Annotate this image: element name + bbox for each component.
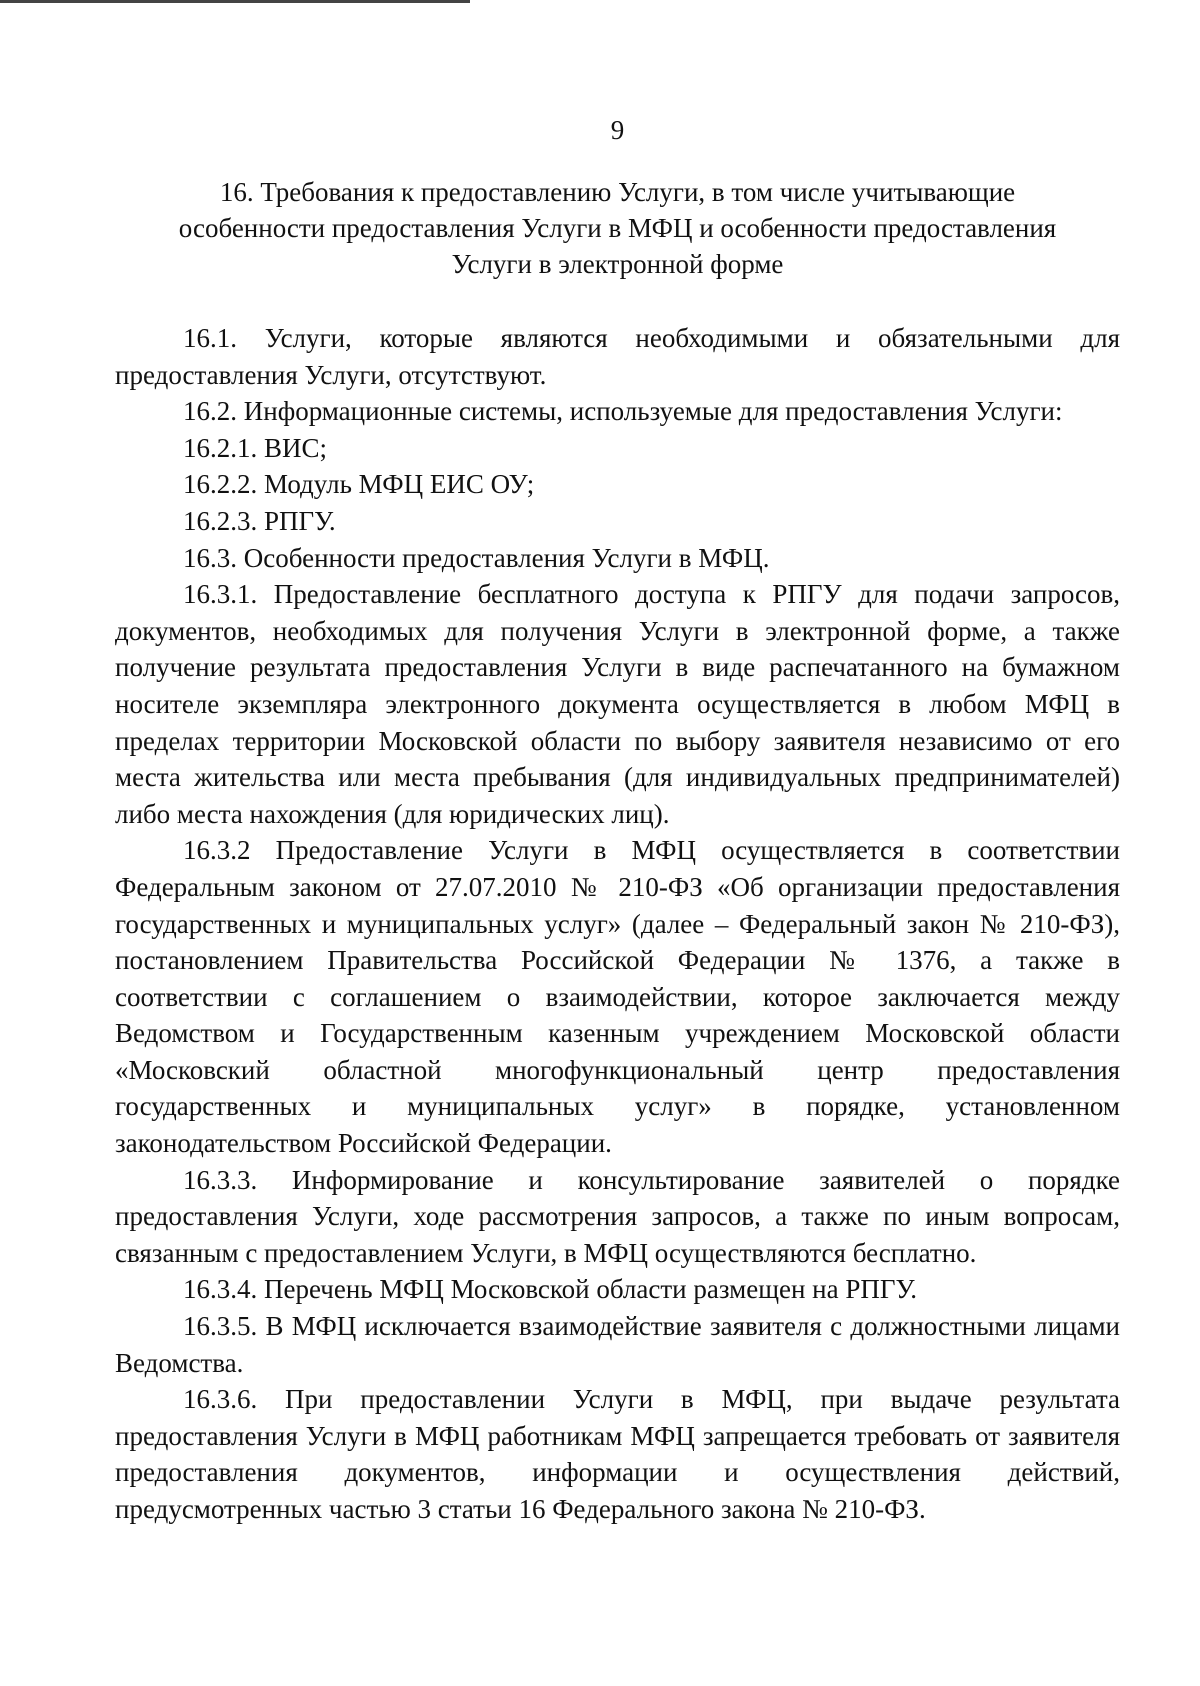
paragraph-16-2-2: 16.2.2. Модуль МФЦ ЕИС ОУ; xyxy=(183,469,535,500)
page-number: 9 xyxy=(610,115,625,145)
heading-line-3: Услуги в электронной форме xyxy=(451,249,784,279)
paragraph-16-2: 16.2. Информационные системы, используемые для предоставления Услуги: xyxy=(183,396,1063,427)
paragraph-16-3-1: 16.3.1. Предоставление бесплатного доступа к РПГУ для подачи запросов, документов, необходимых для получения Услуги в электронной форме, а также получение результата предоставления Услуги в виде распечатанного на бумажном носителе экземпляра электронного документа осуществляется в любом МФЦ в пределах территории Московской области по выбору заявителя независимо от его места жительства или места пребывания (для индивидуальных предпринимателей) либо места нахождения (для юридических лиц). xyxy=(115,579,1120,829)
paragraph-16-3: 16.3. Особенности предоставления Услуги в МФЦ. xyxy=(183,542,770,573)
paragraph-16-3-5: 16.3.5. В МФЦ исключается взаимодействие заявителя с должностными лицами Ведомства. xyxy=(115,1311,1120,1378)
document-page xyxy=(115,112,1120,1528)
paragraph-16-3-6: 16.3.6. При предоставлении Услуги в МФЦ, при выдаче результата предоставления Услуги в МФЦ работникам МФЦ запрещается требовать от заявителя предоставления документов, информации и осуществления действий, предусмотренных частью 3 статьи 16 Федерального закона № 210-ФЗ. xyxy=(115,1384,1120,1524)
paragraph-16-2-3: 16.2.3. РПГУ. xyxy=(183,505,336,536)
heading-line-1: 16. Требования к предоставлению Услуги, в том числе учитывающие xyxy=(219,177,1016,207)
paragraph-16-1: 16.1. Услуги, которые являются необходимыми и обязательными для предоставления Услуги, отсутствуют. xyxy=(115,323,1120,390)
heading-line-2: особенности предоставления Услуги в МФЦ и особенности предоставления xyxy=(178,213,1057,243)
paragraph-16-3-4: 16.3.4. Перечень МФЦ Московской области размещен на РПГУ. xyxy=(183,1274,917,1305)
paragraph-16-3-2: 16.3.2 Предоставление Услуги в МФЦ осуществляется в соответствии Федеральным законом от 27.07.2010 № 210-ФЗ «Об организации предоставления государственных и муниципальных услуг» (далее – Федеральный закон № 210-ФЗ), постановлением Правительства Российской Федерации № 1376, а также в соответствии с соглашением о взаимодействии, которое заключается между Ведомством и Государственным казенным учреждением Московской области «Московский областной многофункциональный центр предоставления государственных и муниципальных услуг» в порядке, установленном законодательством Российской Федерации. xyxy=(115,835,1120,1159)
section-heading xyxy=(115,174,1120,282)
paragraph-16-3-3: 16.3.3. Информирование и консультирование заявителей о порядке предоставления Услуги, ходе рассмотрения запросов, а также по иным вопросам, связанным с предоставлением Услуги, в МФЦ осуществляются бесплатно. xyxy=(115,1164,1120,1268)
paragraph-16-2-1: 16.2.1. ВИС; xyxy=(183,432,328,463)
scan-edge-line xyxy=(0,0,470,3)
